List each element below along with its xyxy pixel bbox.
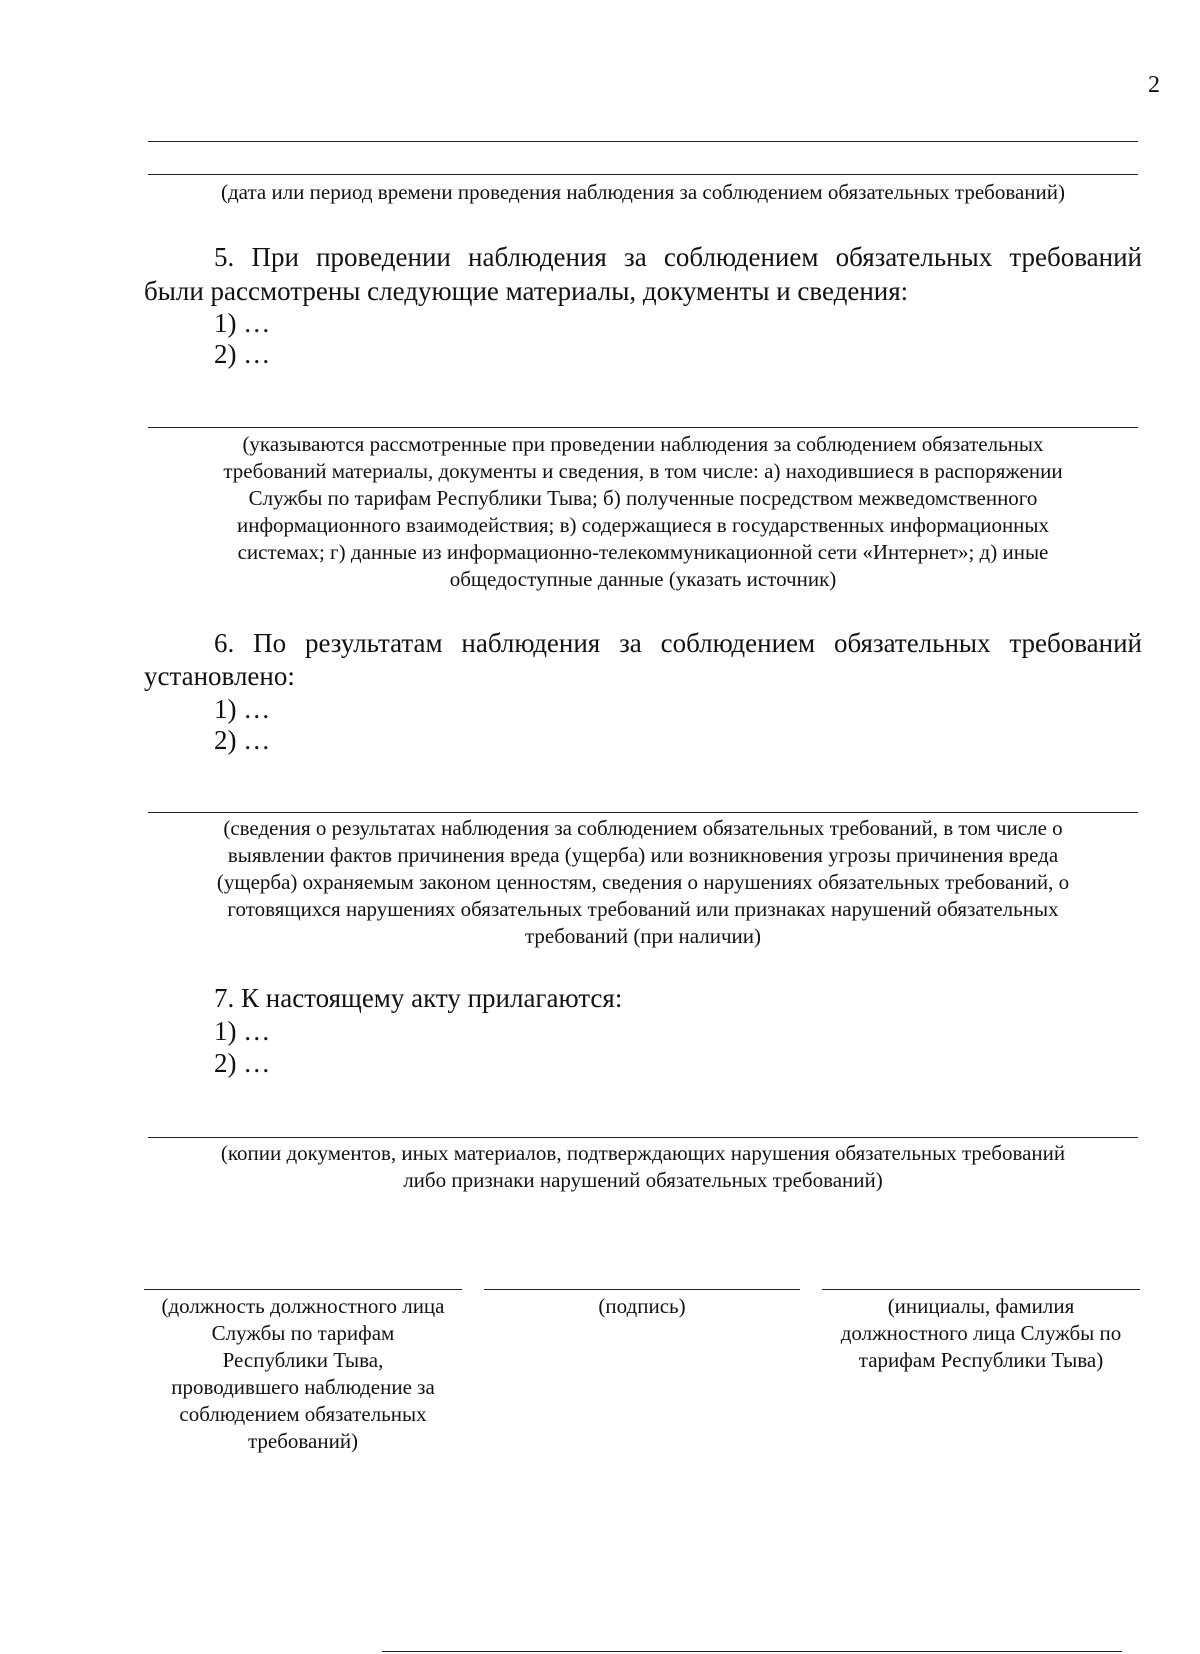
caption-date: (дата или период времени проведения наблюдения за соблюдением обязательных требований): [221, 180, 1065, 204]
caption-line: требований материалы, документы и сведения, в том числе: а) находившиеся в распоряжении: [223, 459, 1063, 483]
caption-line: общедоступные данные (указать источник): [449, 567, 837, 591]
caption-line: требований (при наличии): [524, 924, 762, 948]
position-signature-line: [144, 1289, 462, 1290]
section5-heading-line1: 5. При проведении наблюдения за соблюдением обязательных требований: [214, 242, 1142, 272]
blank-line-2: [148, 174, 1138, 175]
section5-heading-line2: были рассмотрены следующие материалы, документы и сведения:: [144, 276, 909, 306]
section7-item-2: 2) …: [214, 1048, 271, 1078]
caption-line: информационного взаимодействия; в) содержащиеся в государственных информационных: [236, 513, 1050, 537]
caption-line: Службы по тарифам Республики Тыва; б) полученные посредством межведомственного: [248, 486, 1038, 510]
page-number: 2: [1148, 72, 1160, 98]
signature-line: [484, 1289, 800, 1290]
section6-item-2: 2) …: [214, 725, 271, 755]
caption-line: должностного лица Службы по: [840, 1321, 1122, 1345]
section7-item-1: 1) …: [214, 1016, 271, 1046]
caption-line: Республики Тыва,: [222, 1348, 384, 1372]
caption-line: проводившего наблюдение за: [171, 1375, 435, 1399]
name-caption: [822, 1293, 1140, 1374]
caption-line: (должность должностного лица: [161, 1294, 445, 1318]
caption-line: (указываются рассмотренные при проведении наблюдения за соблюдением обязательных: [242, 432, 1044, 456]
caption-line: готовящихся нарушениях обязательных требований или признаках нарушений обязательных: [227, 897, 1059, 921]
section5-item-2: 2) …: [214, 339, 271, 369]
section7-heading: 7. К настоящему акту прилагаются:: [214, 983, 623, 1013]
signature-caption: (подпись): [598, 1294, 686, 1318]
blank-line-1: [148, 141, 1138, 142]
position-caption: [144, 1293, 462, 1455]
caption-line: выявлении фактов причинения вреда (ущерба) или возникновения угрозы причинения вреда: [227, 843, 1059, 867]
name-signature-line: [822, 1289, 1140, 1290]
caption-line: (ущерба) охраняемым законом ценностям, сведения о нарушениях обязательных требований, о: [216, 870, 1070, 894]
caption-line: (инициалы, фамилия: [887, 1294, 1075, 1318]
section6-heading-line1: 6. По результатам наблюдения за соблюдением обязательных требований: [214, 628, 1142, 658]
section6-caption: [148, 815, 1138, 950]
caption-line: (сведения о результатах наблюдения за соблюдением обязательных требований, в том числе о: [223, 816, 1063, 840]
caption-line: Службы по тарифам: [211, 1321, 395, 1345]
caption-line: соблюдением обязательных: [179, 1402, 427, 1426]
caption-line: либо признаки нарушений обязательных требований): [403, 1168, 883, 1192]
section5-blank-line: [148, 427, 1138, 428]
caption-line: системах; г) данные из информационно-телекоммуникационной сети «Интернет»; д) иные: [237, 540, 1049, 564]
section6-heading-line2: установлено:: [144, 661, 295, 691]
section6-blank-line: [148, 812, 1138, 813]
caption-line: (копии документов, иных материалов, подтверждающих нарушения обязательных требований: [220, 1141, 1066, 1165]
footer-line: [382, 1651, 1122, 1652]
caption-line: требований): [247, 1429, 359, 1453]
section7-blank-line: [148, 1137, 1138, 1138]
section7-caption: [148, 1140, 1138, 1194]
section5-item-1: 1) …: [214, 308, 271, 338]
caption-line: тарифам Республики Тыва): [858, 1348, 1104, 1372]
section5-caption: [148, 431, 1138, 593]
section6-item-1: 1) …: [214, 694, 271, 724]
